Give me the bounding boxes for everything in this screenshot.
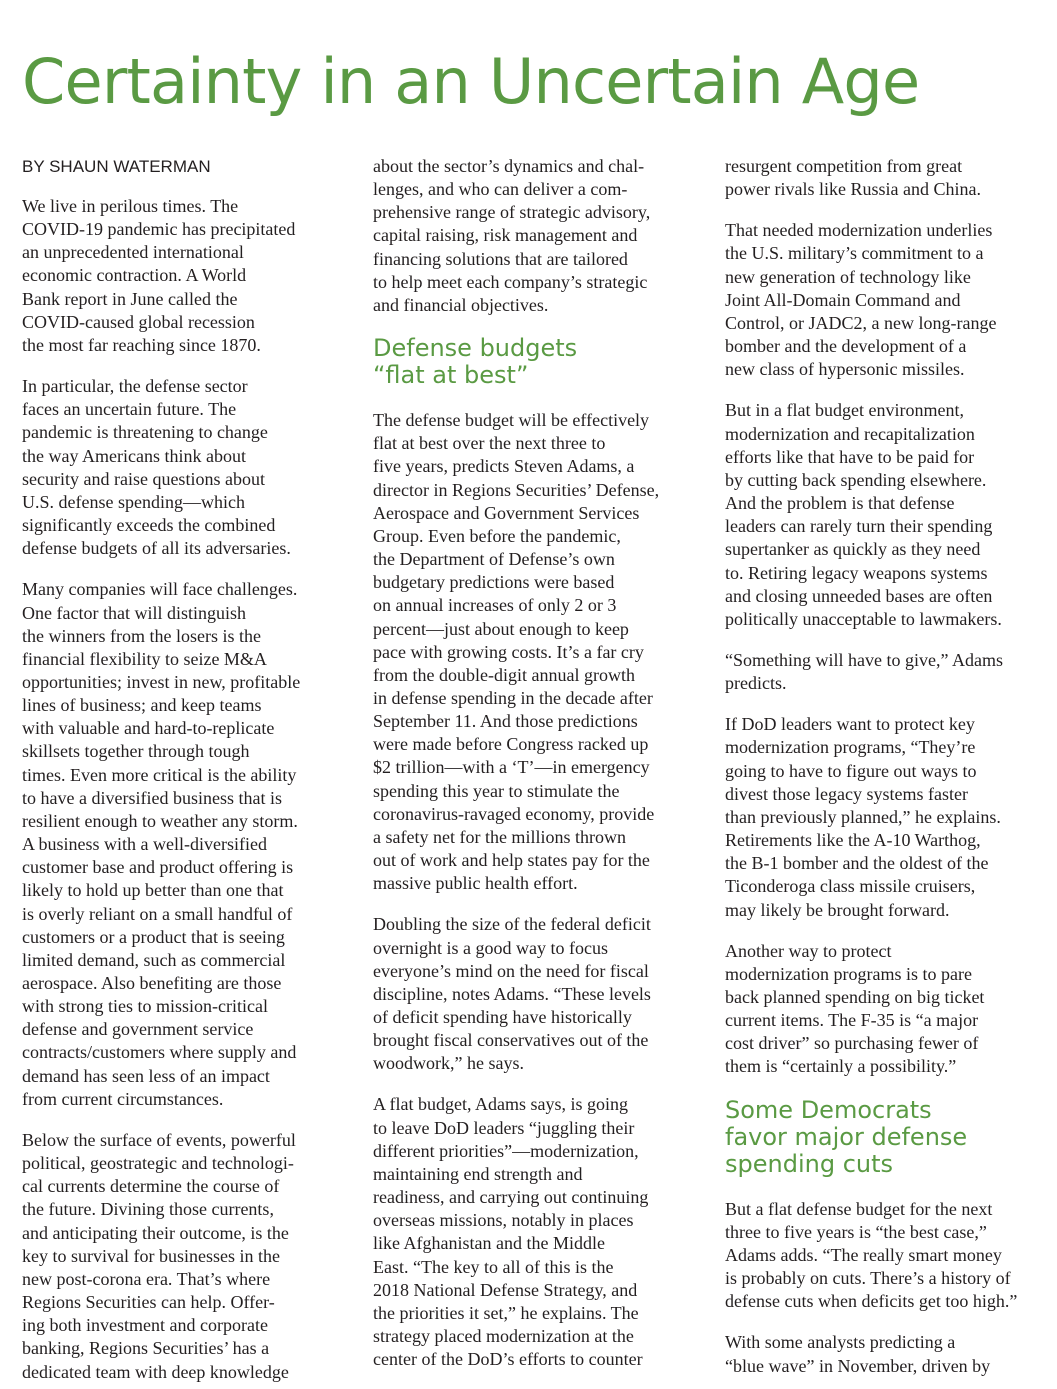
text-line: politically unacceptable to lawmakers. bbox=[725, 608, 1002, 629]
text-line: new class of hypersonic missiles. bbox=[725, 359, 965, 380]
text-line: In particular, the defense sector bbox=[22, 376, 248, 397]
text-line: skillsets together through tough bbox=[22, 741, 250, 762]
text-line: dedicated team with deep knowledge bbox=[22, 1361, 289, 1382]
paragraph bbox=[373, 409, 685, 895]
paragraph bbox=[22, 375, 334, 560]
text-line: to have a diversified business that is bbox=[22, 787, 282, 808]
text-line: significantly exceeds the combined bbox=[22, 515, 276, 536]
text-line: the winners from the losers is the bbox=[22, 625, 261, 646]
text-line: faces an uncertain future. The bbox=[22, 399, 237, 420]
text-line: cal currents determine the course of bbox=[22, 1176, 280, 1197]
text-line: the way Americans think about bbox=[22, 445, 246, 466]
text-line: contracts/customers where supply and bbox=[22, 1042, 297, 1063]
paragraph bbox=[373, 913, 685, 1075]
text-line: the priorities it set,” he explains. The bbox=[373, 1302, 639, 1323]
text-line: is probably on cuts. There’s a history of bbox=[725, 1268, 1011, 1289]
text-line: resurgent competition from great bbox=[725, 156, 963, 176]
article-column-2 bbox=[373, 155, 685, 1371]
text-line: an unprecedented international bbox=[22, 242, 244, 263]
text-line: “blue wave” in November, driven by bbox=[725, 1355, 991, 1376]
text-line: efforts like that have to be paid for bbox=[725, 446, 975, 467]
text-line: Group. Even before the pandemic, bbox=[373, 525, 621, 546]
text-line: director in Regions Securities’ Defense, bbox=[373, 479, 660, 500]
text-line: readiness, and carrying out continuing bbox=[373, 1187, 649, 1208]
text-line: Bank report in June called the bbox=[22, 288, 238, 309]
text-line: Retirements like the A-10 Warthog, bbox=[725, 830, 981, 851]
text-line: from current circumstances. bbox=[22, 1088, 224, 1109]
text-line: woodwork,” he says. bbox=[373, 1053, 524, 1074]
text-line: the future. Divining those currents, bbox=[22, 1199, 274, 1220]
text-line: demand has seen less of an impact bbox=[22, 1065, 270, 1086]
text-line: maintaining end strength and bbox=[373, 1163, 583, 1184]
text-line: opportunities; invest in new, profitable bbox=[22, 671, 301, 692]
text-line: modernization programs is to pare bbox=[725, 963, 972, 984]
heading-line: favor major defense bbox=[725, 1122, 968, 1151]
text-line: budgetary predictions were based bbox=[373, 572, 615, 593]
text-line: new post-corona era. That’s where bbox=[22, 1268, 271, 1289]
text-line: of deficit spending have historically bbox=[373, 1007, 632, 1027]
text-line: flat at best over the next three to bbox=[373, 433, 606, 454]
text-line: $2 trillion—with a ‘T’—in emergency bbox=[373, 757, 650, 778]
paragraph bbox=[373, 1093, 685, 1371]
article-column-3 bbox=[725, 155, 1037, 1378]
paragraph bbox=[725, 713, 1037, 921]
text-line: to leave DoD leaders “juggling their bbox=[373, 1117, 635, 1138]
text-line: may likely be brought forward. bbox=[725, 899, 950, 920]
text-line: customer base and product offering is bbox=[22, 857, 294, 878]
text-line: overseas missions, notably in places bbox=[373, 1210, 634, 1231]
section-heading bbox=[373, 335, 685, 389]
text-line: and anticipating their outcome, is the bbox=[22, 1222, 289, 1243]
text-line: That needed modernization underlies bbox=[725, 220, 993, 241]
text-line: But in a flat budget environment, bbox=[725, 400, 964, 421]
text-line: customers or a product that is seeing bbox=[22, 926, 285, 947]
text-line: going to have to figure out ways to bbox=[725, 760, 977, 781]
text-line: key to survival for businesses in the bbox=[22, 1245, 280, 1266]
text-line: the Department of Defense’s own bbox=[373, 549, 615, 570]
text-line: But a flat defense budget for the next bbox=[725, 1198, 993, 1219]
text-line: them is “certainly a possibility.” bbox=[725, 1056, 957, 1077]
text-line: A business with a well-diversified bbox=[22, 834, 267, 855]
heading-line: “flat at best” bbox=[373, 361, 529, 390]
text-line: One factor that will distinguish bbox=[22, 602, 246, 623]
text-line: center of the DoD’s efforts to counter bbox=[373, 1349, 643, 1370]
text-line: Aerospace and Government Services bbox=[373, 502, 640, 523]
heading-line: Some Democrats bbox=[725, 1095, 932, 1124]
text-line: leaders can rarely turn their spending bbox=[725, 516, 993, 537]
text-line: like Afghanistan and the Middle bbox=[373, 1233, 605, 1254]
text-line: with valuable and hard-to-replicate bbox=[22, 718, 275, 739]
text-line: If DoD leaders want to protect key bbox=[725, 714, 975, 735]
text-line: Regions Securities can help. Offer- bbox=[22, 1292, 275, 1313]
text-line: political, geostrategic and technologi- bbox=[22, 1153, 294, 1174]
text-line: A flat budget, Adams says, is going bbox=[373, 1094, 628, 1115]
text-line: We live in perilous times. The bbox=[22, 196, 239, 216]
text-line: were made before Congress racked up bbox=[373, 734, 649, 755]
text-line: to. Retiring legacy weapons systems bbox=[725, 562, 988, 583]
text-line: modernization programs, “They’re bbox=[725, 737, 976, 758]
text-line: COVID-caused global recession bbox=[22, 311, 255, 332]
text-line: the U.S. military’s commitment to a bbox=[725, 243, 984, 264]
text-line: on annual increases of only 2 or 3 bbox=[373, 595, 617, 616]
text-line: economic contraction. A World bbox=[22, 265, 247, 286]
text-line: aerospace. Also benefiting are those bbox=[22, 973, 282, 993]
text-line: The defense budget will be effectively bbox=[373, 410, 650, 431]
text-line: pace with growing costs. It’s a far cry bbox=[373, 641, 644, 662]
heading-line: spending cuts bbox=[725, 1149, 894, 1178]
text-line: financial flexibility to seize M&A bbox=[22, 648, 267, 669]
text-line: lines of business; and keep teams bbox=[22, 695, 262, 716]
text-line: Ticonderoga class missile cruisers, bbox=[725, 876, 976, 897]
text-line: limited demand, such as commercial bbox=[22, 949, 286, 970]
text-line: spending this year to stimulate the bbox=[373, 780, 620, 801]
text-line: prehensive range of strategic advisory, bbox=[373, 202, 651, 223]
text-line: predicts. bbox=[725, 673, 787, 694]
text-line: defense cuts when deficits get too high.” bbox=[725, 1291, 1018, 1312]
text-line: different priorities”—modernization, bbox=[373, 1140, 639, 1161]
text-line: coronavirus-ravaged economy, provide bbox=[373, 803, 655, 824]
text-line: modernization and recapitalization bbox=[725, 423, 975, 444]
text-line: discipline, notes Adams. “These levels bbox=[373, 983, 651, 1004]
text-line: cost driver” so purchasing fewer of bbox=[725, 1033, 979, 1054]
paragraph bbox=[725, 940, 1037, 1079]
text-line: lenges, and who can deliver a com- bbox=[373, 179, 628, 200]
byline: BY SHAUN WATERMAN bbox=[22, 157, 211, 176]
paragraph bbox=[725, 155, 1037, 201]
paragraph bbox=[725, 219, 1037, 381]
text-line: five years, predicts Steven Adams, a bbox=[373, 456, 635, 477]
text-line: security and raise questions about bbox=[22, 468, 265, 489]
text-line: “Something will have to give,” Adams bbox=[725, 649, 1003, 670]
text-line: Another way to protect bbox=[725, 940, 892, 961]
text-line: from the double-digit annual growth bbox=[373, 664, 635, 685]
text-line: defense budgets of all its adversaries. bbox=[22, 538, 291, 559]
text-line: a safety net for the millions thrown bbox=[373, 826, 626, 847]
text-line: Doubling the size of the federal deficit bbox=[373, 914, 651, 935]
text-line: in defense spending in the decade after bbox=[373, 687, 653, 708]
text-line: 2018 National Defense Strategy, and bbox=[373, 1279, 638, 1300]
article-column-1 bbox=[22, 155, 334, 1384]
text-line: with strong ties to mission-critical bbox=[22, 996, 268, 1017]
text-line: Adams adds. “The really smart money bbox=[725, 1244, 1002, 1265]
text-line: pandemic is threatening to change bbox=[22, 422, 268, 443]
text-line: back planned spending on big ticket bbox=[725, 987, 985, 1007]
text-line: everyone’s mind on the need for fiscal bbox=[373, 960, 649, 981]
paragraph bbox=[725, 1331, 1037, 1377]
text-line: brought fiscal conservatives out of the bbox=[373, 1030, 649, 1051]
text-line: overnight is a good way to focus bbox=[373, 937, 608, 958]
text-line: U.S. defense spending—which bbox=[22, 491, 245, 512]
text-line: bomber and the development of a bbox=[725, 336, 967, 357]
text-line: likely to hold up better than one that bbox=[22, 880, 284, 901]
text-line: And the problem is that defense bbox=[725, 493, 955, 514]
text-line: is overly reliant on a small handful of bbox=[22, 903, 293, 924]
text-line: and financial objectives. bbox=[373, 294, 549, 315]
text-line: Control, or JADC2, a new long-range bbox=[725, 312, 997, 333]
text-line: percent—just about enough to keep bbox=[373, 618, 629, 639]
text-line: East. “The key to all of this is the bbox=[373, 1256, 614, 1277]
text-line: resilient enough to weather any storm. bbox=[22, 810, 298, 831]
section-heading bbox=[725, 1097, 1037, 1178]
paragraph bbox=[22, 578, 334, 1111]
paragraph bbox=[22, 1129, 334, 1384]
paragraph bbox=[373, 155, 685, 317]
text-line: September 11. And those predictions bbox=[373, 711, 638, 732]
text-line: by cutting back spending elsewhere. bbox=[725, 469, 987, 490]
text-line: Many companies will face challenges. bbox=[22, 579, 298, 600]
text-line: capital raising, risk management and bbox=[373, 225, 638, 246]
text-line: times. Even more critical is the ability bbox=[22, 764, 297, 785]
text-line: divest those legacy systems faster bbox=[725, 783, 968, 804]
text-line: new generation of technology like bbox=[725, 266, 971, 287]
text-line: ing both investment and corporate bbox=[22, 1315, 268, 1336]
text-line: strategy placed modernization at the bbox=[373, 1326, 634, 1347]
text-line: the most far reaching since 1870. bbox=[22, 334, 261, 355]
text-line: to help meet each company’s strategic bbox=[373, 271, 648, 292]
text-line: about the sector’s dynamics and chal- bbox=[373, 156, 645, 176]
paragraph bbox=[725, 1198, 1037, 1314]
text-line: and closing unneeded bases are often bbox=[725, 585, 993, 606]
text-line: power rivals like Russia and China. bbox=[725, 179, 981, 200]
text-line: supertanker as quickly as they need bbox=[725, 539, 981, 560]
paragraph bbox=[22, 195, 334, 357]
text-line: the B-1 bomber and the oldest of the bbox=[725, 853, 989, 874]
text-line: out of work and help states pay for the bbox=[373, 850, 650, 871]
heading-line: Defense budgets bbox=[373, 334, 578, 363]
text-line: COVID-19 pandemic has precipitated bbox=[22, 219, 296, 240]
text-line: Joint All-Domain Command and bbox=[725, 289, 961, 310]
text-line: Below the surface of events, powerful bbox=[22, 1129, 296, 1150]
text-line: three to five years is “the best case,” bbox=[725, 1221, 987, 1242]
text-line: defense and government service bbox=[22, 1019, 254, 1040]
article-title: Certainty in an Uncertain Age bbox=[22, 45, 920, 118]
text-line: banking, Regions Securities’ has a bbox=[22, 1338, 270, 1359]
paragraph bbox=[725, 649, 1037, 695]
text-line: massive public health effort. bbox=[373, 873, 578, 894]
text-line: current items. The F-35 is “a major bbox=[725, 1010, 979, 1031]
text-line: financing solutions that are tailored bbox=[373, 248, 628, 269]
text-line: than previously planned,” he explains. bbox=[725, 806, 1001, 827]
text-line: With some analysts predicting a bbox=[725, 1332, 956, 1353]
paragraph bbox=[725, 399, 1037, 631]
